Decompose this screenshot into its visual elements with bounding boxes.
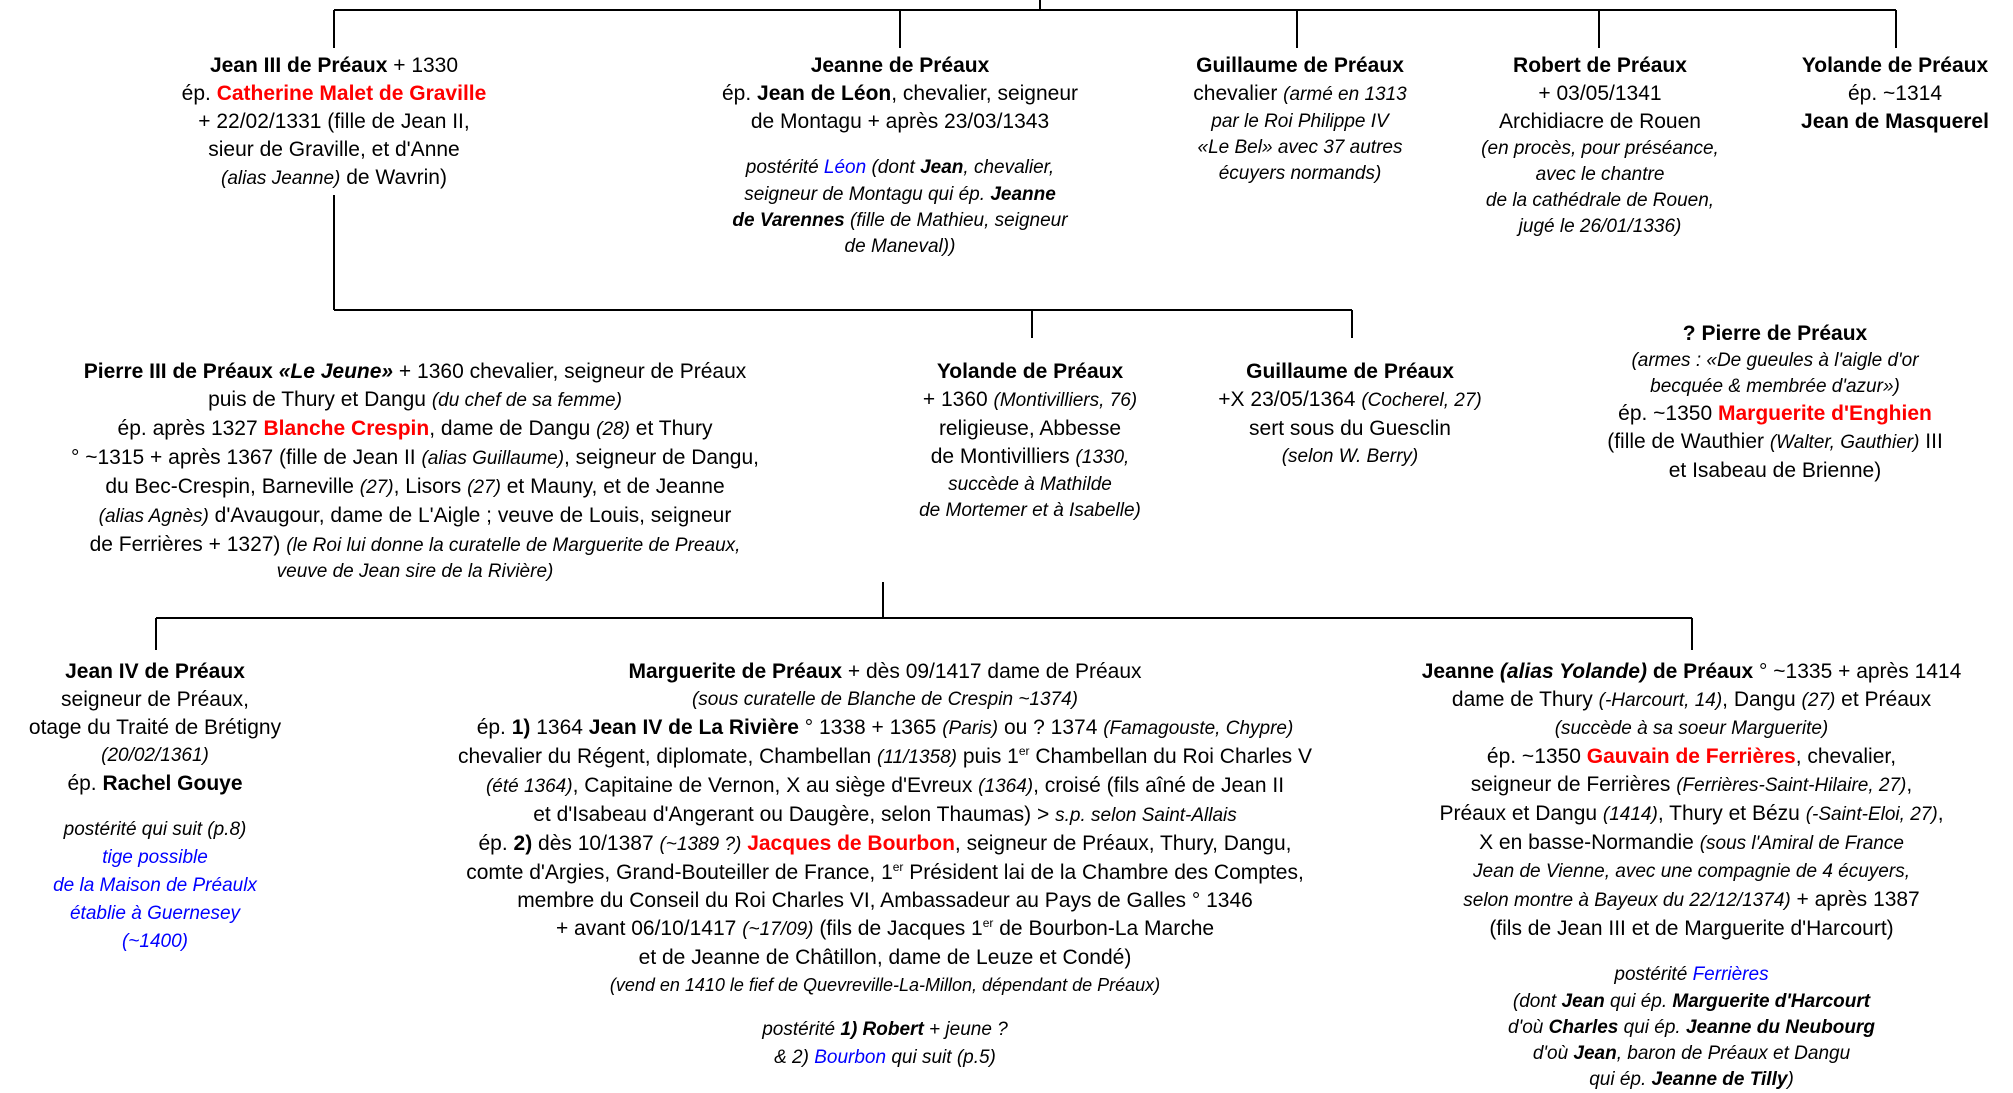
person-yolande-abbesse: Yolande de Préaux + 1360 (Montivilliers, 76) religieuse, Abbesse de Montivilliers (1330, succède à Mathilde de Mortemer et à Isabelle) (880, 358, 1180, 524)
spouse-name: Jean IV de La Rivière (588, 716, 799, 739)
person-robert: Robert de Préaux + 03/05/1341 Archidiacre de Rouen (en procès, pour préséance, avec le chantre de la cathédrale de Rouen, jugé le 26/01/1336) (1460, 52, 1740, 240)
person-name: Guillaume de Préaux (1246, 360, 1454, 383)
person-name: Yolande de Préaux (936, 360, 1124, 383)
person-pierre-iii: Pierre III de Préaux «Le Jeune» + 1360 chevalier, seigneur de Préaux puis de Thury et Dangu (du chef de sa femme) ép. après 1327 Blanche Crespin, dame de Dangu (28) et Thury ° ~1315 + après 1367 (fille de Jean II (alias Guillaume), seigneur de Dangu, du Bec-Crespin, Barneville (27), Lisors (27) et Mauny, et de Jeanne (alias Agnès) d'Avaugour, dame de L'Aigle ; veuve de Louis, seigneur de Ferrières + 1327) (le Roi lui donne la curatelle de Marguerite de Preaux, veuve de Jean sire de la Rivière) (71, 360, 759, 582)
link-ferrieres[interactable]: Ferrières (1692, 964, 1769, 985)
person-name: Jean III de Préaux (209, 54, 388, 77)
person-guillaume: Guillaume de Préaux chevalier (armé en 1313 par le Roi Philippe IV «Le Bel» avec 37 autres écuyers normands) (1150, 52, 1450, 187)
person-name: Guillaume de Préaux (1196, 54, 1404, 77)
person-name: Jean IV de Préaux (65, 660, 245, 683)
person-name: Jeanne (1421, 660, 1500, 683)
person-jean-iii: Jean III de Préaux + 1330 ép. Catherine Malet de Graville + 22/02/1331 (fille de Jean II, sieur de Graville, et d'Anne (alias Jeanne) de Wavrin) (181, 54, 487, 189)
link-guernesey[interactable]: tige possible (102, 847, 208, 868)
link-leon[interactable]: Léon (823, 157, 867, 178)
person-pierre-uncertain: ? Pierre de Préaux (armes : «De gueules à l'aigle d'or becquée & membrée d'azur») ép. ~1350 Marguerite d'Enghien (fille de Wauthier (Walter, Gauthier) III et Isabeau de Brienne) (1565, 320, 1985, 485)
person-name: Robert de Préaux (1513, 54, 1687, 77)
person-name: Pierre III de Préaux (83, 360, 279, 383)
person-yolande: Yolande de Préaux ép. ~1314 Jean de Masquerel (1780, 52, 2010, 136)
link-bourbon[interactable]: Bourbon (814, 1047, 887, 1068)
spouse-name: Catherine Malet de Graville (216, 82, 487, 105)
person-marguerite: Marguerite de Préaux + dès 09/1417 dame de Préaux (sous curatelle de Blanche de Crespin ~1374) ép. 1) 1364 Jean IV de La Rivière ° 1338 + 1365 (Paris) ou ? 1374 (Famagouste, Chypre) chevalier du Régent, diplomate, Chambellan (11/1358) puis 1er Chambellan du Roi Charles V (été 1364), Capitaine de Vernon, X au siège d'Evreux (1364), croisé (fils aîné de Jean II et d'Isabeau d'Angerant ou Daugère, selon Thaumas) > s.p. selon Saint-Allais ép. 2) dès 10/1387 (~1389 ?) Jacques de Bourbon, seigneur de Préaux, Thury, Dangu, comte d'Argies, Grand-Bouteiller de France, 1er Président lai de la Chambre des Comptes, membre du Conseil du Roi Charles VI, Ambassadeur au Pays de Galles ° 1346 + avant 06/10/1417 (~17/09) (fils de Jacques 1er de Bourbon-La Marche et de Jeanne de Châtillon, dame de Leuze et Condé) (vend en 1410 le fief de Quevreville-La-Millon, dépendant de Préaux) postérité 1) Robert + jeune ? & 2) Bourbon qui suit (p.5) (457, 660, 1313, 1068)
person-jeanne: Jeanne de Préaux ép. Jean de Léon, chevalier, seigneur de Montagu + après 23/03/1343 postérité Léon (dont Jean, chevalier, seigneur de Montagu qui ép. Jeanne de Varennes (fille de Mathieu, seigneur de Maneval)) (660, 52, 1140, 260)
person-name: ? Pierre de Préaux (1682, 322, 1868, 345)
spouse-name: Marguerite d'Enghien (1717, 402, 1932, 425)
person-jean-iv: Jean IV de Préaux seigneur de Préaux, otage du Traité de Brétigny (20/02/1361) ép. Rachel Gouye postérité qui suit (p.8) tige possible de la Maison de Préaulx établie à Guernesey (~1400) (0, 658, 310, 956)
person-name: Jeanne de Préaux (810, 54, 990, 77)
person-guillaume-ii: Guillaume de Préaux +X 23/05/1364 (Cocherel, 27) sert sous du Guesclin (selon W. Berry) (1185, 358, 1515, 471)
person-jeanne-yolande: Jeanne (alias Yolande) de Préaux ° ~1335 + après 1414 dame de Thury (-Harcourt, 14), Dangu (27) et Préaux (succède à sa soeur Marguerite) ép. ~1350 Gauvain de Ferrières, chevalier, seigneur de Ferrières (Ferrières-Saint-Hilaire, 27), Préaux et Dangu (1414), Thury et Bézu (-Saint-Eloi, 27), X en basse-Normandie (sous l'Amiral de France Jean de Vienne, avec une compagnie de 4 écuyers, selon montre à Bayeux du 22/12/1374) + après 1387 (fils de Jean III et de Marguerite d'Harcourt) postérité Ferrières (dont Jean qui ép. Marguerite d'Harcourt d'où Charles qui ép. Jeanne du Neubourg d'où Jean, baron de Préaux et Dangu qui ép. Jeanne de Tilly) (1421, 660, 1962, 1090)
spouse-name: Blanche Crespin (263, 417, 430, 440)
person-name: Yolande de Préaux (1801, 54, 1989, 77)
person-name: Marguerite de Préaux (628, 660, 843, 683)
spouse-name: Gauvain de Ferrières (1586, 745, 1796, 768)
spouse-name: Jacques de Bourbon (747, 832, 955, 855)
